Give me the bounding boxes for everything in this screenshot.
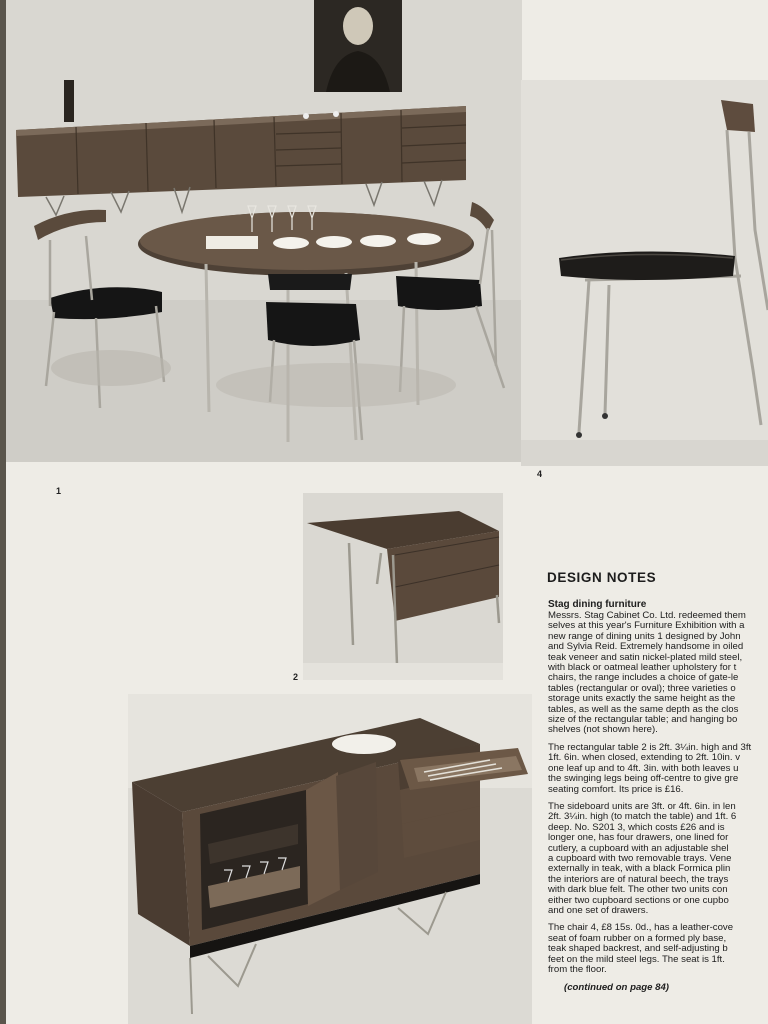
- paragraph-sideboard: The sideboard units are 3ft. or 4ft. 6in. in len 2ft. 3¼in. high (to match the table) and 1ft. 6 deep. No. S201 3, which costs £26 and is longer one, has four drawers, one lined for cutlery, a cupboard with an adjustable shel a cupboard with two removable trays. Vene externally in teak, with a black Formica plin the interiors are of natural beech, the trays with dark blue felt. The other two units con either two cupboard sections or one cupbo and one set of drawers.: [548, 800, 737, 916]
- design-notes-column: [547, 570, 768, 1024]
- design-notes-heading: DESIGN NOTES: [547, 570, 657, 585]
- figure-2-number: 2: [293, 672, 299, 682]
- sideboard-photo: [128, 694, 532, 1024]
- design-notes-subheading: Stag dining furniture: [548, 599, 647, 610]
- figure-1-number: 1: [56, 486, 62, 496]
- magazine-page: [6, 0, 768, 1024]
- figure-4-number: 4: [537, 469, 543, 479]
- paragraph-chair: The chair 4, £8 15s. 0d., has a leather-cove seat of foam rubber on a formed ply base, teak shaped backrest, and self-adjusting b feet on the mild steel legs. The seat is 1ft. from the floor.: [548, 922, 734, 975]
- paragraph-intro: Messrs. Stag Cabinet Co. Ltd. redeemed them selves at this year's Furniture Exhibition with a new range of dining units 1 designed by John and Sylvia Reid. Extremely handsome in oiled teak veneer and satin nickel-plated mild steel, with black or oatmeal leather upholstery for t chairs, the range includes a choice of gate-le tables (rectangular or oval); three varieties o storage units exactly the same height as the tables, as well as the same depth as the clos size of the rectangular table; and hanging bo shelves (not shown here).: [548, 610, 746, 736]
- continued-link[interactable]: (continued on page 84): [564, 982, 670, 994]
- dining-set-photo: [6, 0, 522, 486]
- chair-photo: [521, 80, 768, 466]
- paragraph-table: The rectangular table 2 is 2ft. 3¼in. high and 3ft 1ft. 6in. when closed, extending to 2ft. 10in. v one leaf up and to 4ft. 3in. with both leaves u the swinging legs being off-centre to give gre seating comfort. Its price is £16.: [548, 741, 752, 795]
- rectangular-table-photo: [303, 493, 503, 680]
